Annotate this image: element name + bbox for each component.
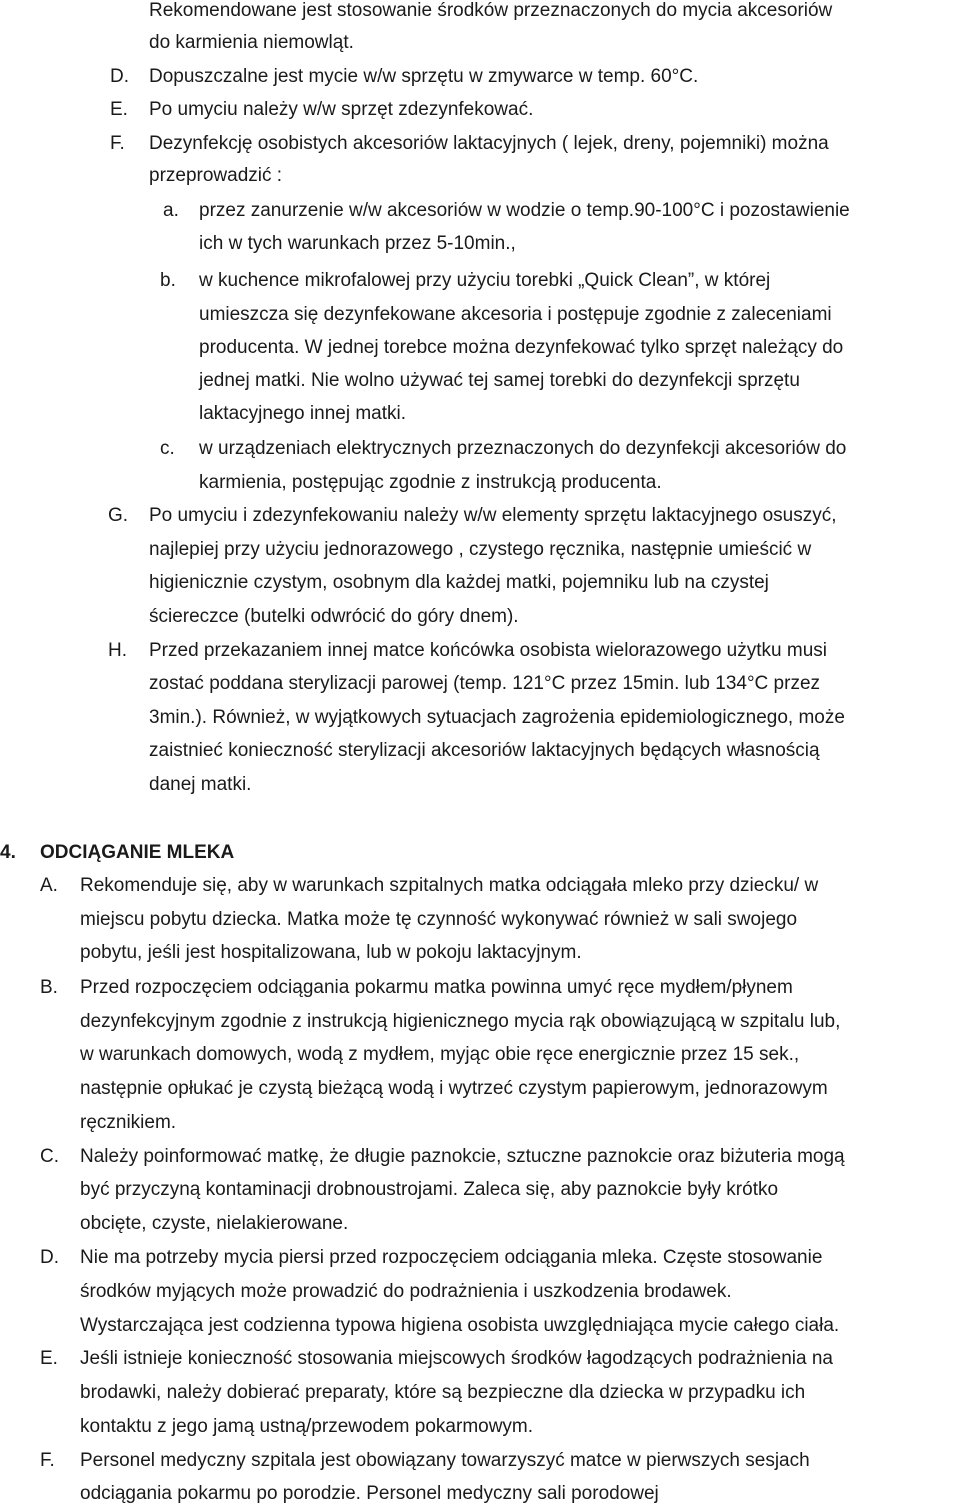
list-item-text: być przyczyną kontaminacji drobnoustrojami. Zaleca się, aby paznokcie były krótko (80, 1179, 779, 1200)
sublist-item-text: ich w tych warunkach przez 5-10min., (199, 233, 516, 254)
list-item-text: Dezynfekcję osobistych akcesoriów laktacyjnych ( lejek, dreny, pojemniki) można (149, 133, 829, 154)
list-item-text: kontaktu z jego jamą ustną/przewodem pokarmowym. (80, 1416, 534, 1437)
list-item-text: zostać poddana sterylizacji parowej (temp. 121°C przez 15min. lub 134°C przez (149, 673, 821, 694)
list-item-text: Wystarczająca jest codzienna typowa higiena osobista uwzględniająca mycie całego ciała. (80, 1315, 840, 1336)
sublist-label: a. (163, 200, 179, 221)
sublist-item-text: jednej matki. Nie wolno używać tej samej torebki do dezynfekcji sprzętu (199, 370, 800, 391)
list-item-text: Dopuszczalne jest mycie w/w sprzętu w zmywarce w temp. 60°C. (149, 66, 699, 87)
list-item-text: Po umyciu należy w/w sprzęt zdezynfekować. (149, 99, 534, 120)
list-item-text: higienicznie czystym, osobnym dla każdej matki, pojemniku lub na czystej (149, 572, 769, 593)
list-label: G. (108, 505, 129, 526)
list-item-text: Personel medyczny szpitala jest obowiązany towarzyszyć matce w pierwszych sesjach (80, 1450, 810, 1471)
list-item-text: brodawki, należy dobierać preparaty, które są bezpieczne dla dziecka w przypadku ich (80, 1382, 806, 1403)
list-label: D. (110, 66, 129, 87)
list-item-text: Jeśli istnieje konieczność stosowania miejscowych środków łagodzących podrażnienia na (80, 1348, 833, 1369)
intro-line: do karmienia niemowląt. (149, 32, 354, 53)
list-item-text: przeprowadzić : (149, 165, 283, 186)
list-item-text: Przed rozpoczęciem odciągania pokarmu matka powinna umyć ręce mydłem/płynem (80, 977, 793, 998)
sublist-label: c. (160, 438, 175, 459)
list-label: A. (40, 875, 58, 896)
sublist-item-text: w kuchence mikrofalowej przy użyciu torebki „Quick Clean”, w której (199, 270, 771, 291)
sublist-item-text: producenta. W jednej torebce można dezynfekować tylko sprzęt należący do (199, 337, 844, 358)
list-item-text: pobytu, jeśli jest hospitalizowana, lub w pokoju laktacyjnym. (80, 942, 582, 963)
list-label: C. (40, 1146, 59, 1167)
list-item-text: ręcznikiem. (80, 1112, 177, 1133)
list-item-text: w warunkach domowych, wodą z mydłem, myjąc obie ręce energicznie przez 15 sek., (80, 1044, 800, 1065)
list-item-text: danej matki. (149, 774, 252, 795)
sublist-item-text: przez zanurzenie w/w akcesoriów w wodzie o temp.90-100°C i pozostawienie (199, 200, 850, 221)
list-item-text: Należy poinformować matkę, że długie paznokcie, sztuczne paznokcie oraz biżuteria mogą (80, 1146, 845, 1167)
list-item-text: odciągania pokarmu po porodzie. Personel medyczny sali porodowej (80, 1483, 659, 1504)
sublist-item-text: w urządzeniach elektrycznych przeznaczonych do dezynfekcji akcesoriów do (199, 438, 847, 459)
list-item-text: następnie opłukać je czystą bieżącą wodą i wytrzeć czystym papierowym, jednorazowym (80, 1078, 828, 1099)
sublist-item-text: karmienia, postępując zgodnie z instrukcją producenta. (199, 472, 662, 493)
list-label: F. (40, 1450, 55, 1471)
list-label: H. (108, 640, 127, 661)
list-item-text: zaistnieć konieczność sterylizacji akcesoriów laktacyjnych będących własnością (149, 740, 820, 761)
section-number: 4. (0, 842, 16, 863)
list-label: F. (110, 133, 125, 154)
list-item-text: dezynfekcyjnym zgodnie z instrukcją higienicznego mycia rąk obowiązującą w szpitalu lub, (80, 1011, 841, 1032)
list-item-text: najlepiej przy użyciu jednorazowego , czystego ręcznika, następnie umieścić w (149, 539, 812, 560)
list-item-text: ściereczce (butelki odwrócić do góry dnem). (149, 606, 519, 627)
list-item-text: Przed przekazaniem innej matce końcówka osobista wielorazowego użytku musi (149, 640, 827, 661)
list-item-text: Rekomenduje się, aby w warunkach szpitalnych matka odciągała mleko przy dziecku/ w (80, 875, 819, 896)
intro-line: Rekomendowane jest stosowanie środków przeznaczonych do mycia akcesoriów (149, 0, 833, 21)
list-item-text: środków myjących może prowadzić do podrażnienia i uszkodzenia brodawek. (80, 1281, 732, 1302)
sublist-item-text: umieszcza się dezynfekowane akcesoria i postępuje zgodnie z zaleceniami (199, 304, 832, 325)
list-item-text: 3min.). Również, w wyjątkowych sytuacjach zagrożenia epidemiologicznego, może (149, 707, 845, 728)
sublist-label: b. (160, 270, 176, 291)
list-item-text: Nie ma potrzeby mycia piersi przed rozpoczęciem odciągania mleka. Częste stosowanie (80, 1247, 823, 1268)
sublist-item-text: laktacyjnego innej matki. (199, 403, 406, 424)
list-label: E. (110, 99, 128, 120)
list-label: D. (40, 1247, 59, 1268)
list-item-text: obcięte, czyste, nielakierowane. (80, 1213, 349, 1234)
list-item-text: miejscu pobytu dziecka. Matka może tę czynność wykonywać również w sali swojego (80, 909, 798, 930)
section-title: ODCIĄGANIE MLEKA (40, 842, 235, 863)
list-label: B. (40, 977, 58, 998)
list-label: E. (40, 1348, 58, 1369)
list-item-text: Po umyciu i zdezynfekowaniu należy w/w elementy sprzętu laktacyjnego osuszyć, (149, 505, 837, 526)
